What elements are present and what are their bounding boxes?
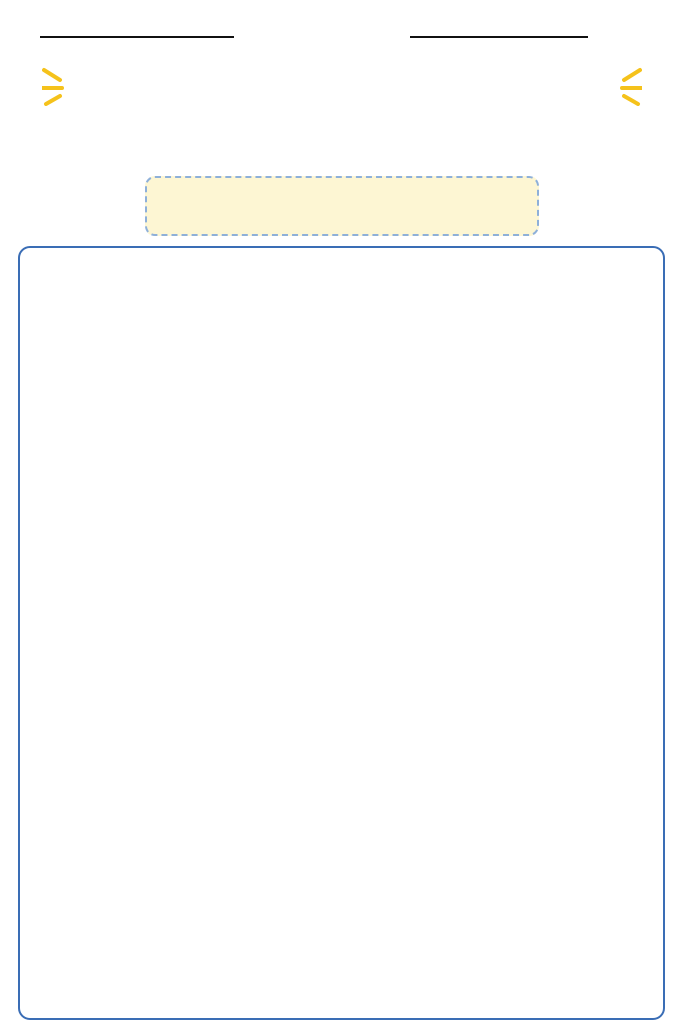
date-blank-line[interactable] — [410, 20, 588, 38]
date-field[interactable] — [404, 20, 588, 38]
problem-sheet — [18, 246, 665, 1020]
name-field[interactable] — [34, 20, 234, 38]
instructions-box — [145, 176, 539, 236]
left-burst-icon — [42, 66, 72, 106]
right-burst-icon — [612, 66, 642, 106]
name-blank-line[interactable] — [40, 20, 234, 38]
